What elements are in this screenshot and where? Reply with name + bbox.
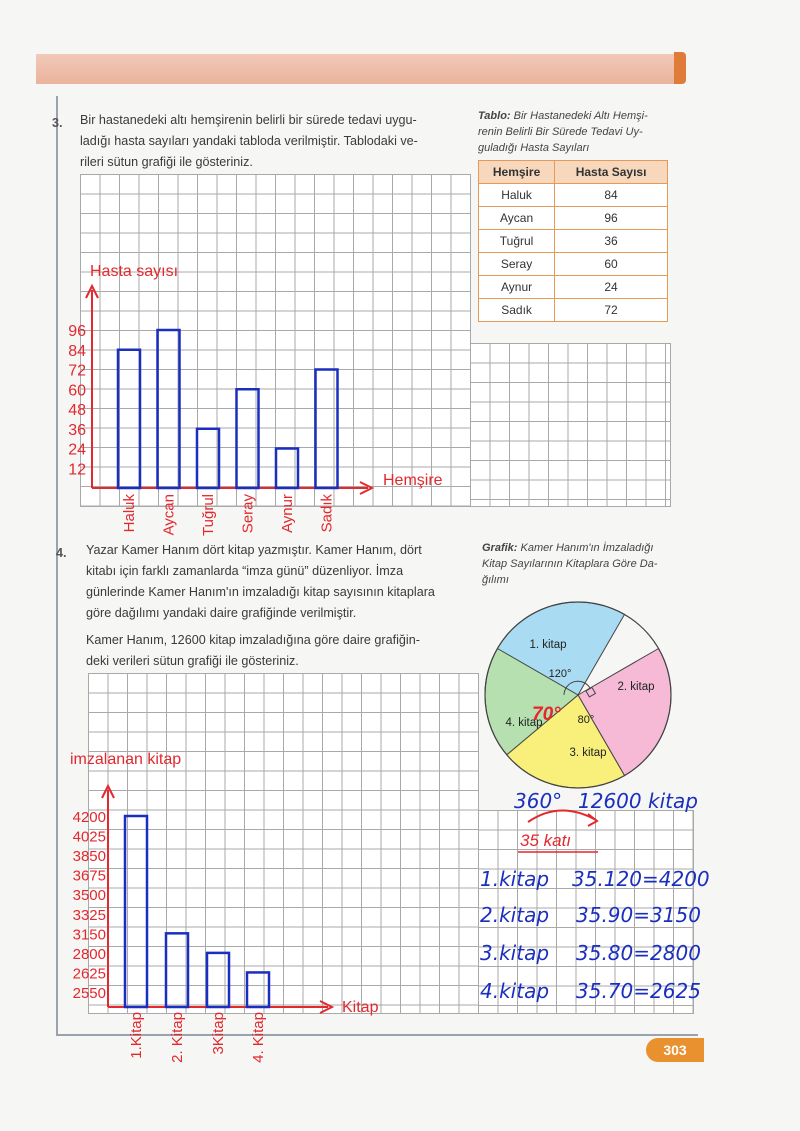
q3-line-2: ladığı hasta sayıları yandaki tabloda verilmiştir. Tablodaki ve- [80, 134, 418, 148]
q4-line-3: günlerinde Kamer Hanım'ın imzaladığı kitap sayısının kitaplara [86, 585, 435, 599]
work-line-3-label: 3.kitap [480, 941, 550, 965]
chart-2-category-label: 2. Kitap [169, 1012, 186, 1063]
pie-label: 3. kitap [569, 747, 607, 759]
work-degrees: 360° [514, 789, 563, 813]
chart-1-category-label: Haluk [121, 494, 138, 533]
pie-chart [485, 602, 671, 788]
table-cell: Tuğrul [479, 230, 555, 253]
chart-2-y-title: imzalanan kitap [70, 751, 182, 768]
chart-2-y-tick: 2550 [72, 985, 106, 1002]
chart-1-category-label: Seray [239, 494, 257, 534]
pie-label: 4. kitap [505, 717, 543, 729]
chart-2-category-label: 3Kitap [210, 1012, 227, 1055]
chart-1-bar [276, 449, 298, 489]
page-number: 303 [646, 1038, 704, 1062]
chart-1-bar [316, 370, 338, 489]
q3-line-3: rileri sütun grafiği ile gösteriniz. [80, 155, 253, 169]
chart-2-y-tick: 4200 [72, 809, 106, 826]
work-total: 12600 kitap [578, 789, 698, 813]
chart-1-y-tick: 72 [68, 362, 86, 380]
chart-2-bar [125, 816, 147, 1007]
chart-2-y-tick: 2800 [72, 945, 106, 963]
chart-2-y-tick: 4025 [72, 828, 106, 846]
chart-1-category-label: Sadık [318, 494, 336, 533]
chart-2-x-title: Kitap [342, 999, 379, 1016]
work-line-3-calc: 35.80=2800 [576, 941, 701, 965]
work-line-1-label: 1.kitap [480, 867, 550, 891]
chart-2-bar [207, 953, 229, 1007]
q4-number: 4. [56, 546, 67, 560]
q4-caption-line-3: ğılımı [482, 574, 509, 586]
work-line-2-label: 2.kitap [480, 903, 550, 927]
chart-1-y-tick: 84 [68, 342, 86, 360]
chart-1-category-label: Tuğrul [200, 494, 217, 536]
chart-1-x-title: Hemşire [383, 472, 443, 489]
chart-2-bar [247, 972, 269, 1007]
q4-line-6: deki verileri sütun grafiği ile gösteriniz. [86, 654, 299, 668]
q4-caption-line-2: Kitap Sayılarının Kitaplara Göre Da- [482, 558, 658, 570]
chart-2-category-label: 1.Kitap [128, 1012, 145, 1059]
table-cell: 24 [555, 276, 668, 299]
q4-line-4: göre dağılımı yandaki daire grafiğinde verilmiştir. [86, 606, 357, 620]
pie-angle-70-handwritten: 70° [532, 704, 561, 725]
chart-1-y-tick: 24 [68, 441, 86, 459]
chart-1-bar [197, 429, 219, 488]
table-cell: 96 [555, 207, 668, 230]
q3-caption-line-1: Bir Hastanedeki Altı Hemşi- [510, 110, 648, 122]
q4-caption-line-1: Kamer Hanım'ın İmzaladığı [517, 542, 654, 554]
pie-angle-120: 120° [548, 668, 572, 680]
work-ratio: 35 katı [520, 831, 572, 850]
chart-1-y-tick: 60 [68, 382, 86, 400]
table-cell: Aynur [479, 276, 555, 299]
table-header-nurse: Hemşire [479, 161, 555, 184]
work-line-4-calc: 35.70=2625 [576, 979, 701, 1003]
chart-2-y-tick: 3150 [72, 926, 106, 944]
chart-1-category-label: Aycan [160, 494, 178, 536]
table-cell: Sadık [479, 299, 555, 322]
chart-1-category-label: Aynur [279, 494, 296, 533]
table-cell: 72 [555, 299, 668, 322]
chart-1-y-tick: 12 [68, 461, 86, 479]
chart-1-bar [118, 350, 140, 488]
work-arc-arrow [588, 814, 597, 826]
chart-1-bar [158, 330, 180, 488]
table-cell: Haluk [479, 184, 555, 207]
table-cell: Seray [479, 253, 555, 276]
chart-2-y-tick: 3500 [72, 887, 106, 905]
q3-caption-line-2: renin Belirli Bir Sürede Tedavi Uy- [478, 126, 643, 138]
chart-2-bar [166, 933, 188, 1007]
work-line-2-calc: 35.90=3150 [576, 903, 701, 927]
work-line-1-calc: 35.120=4200 [572, 867, 710, 891]
pie-label: 2. kitap [617, 681, 655, 693]
chart-1-y-title: Hasta sayısı [90, 263, 179, 280]
table-cell: 84 [555, 184, 668, 207]
table-header-count: Hasta Sayısı [555, 161, 668, 184]
table-cell: 60 [555, 253, 668, 276]
table-cell: Aycan [479, 207, 555, 230]
chart-1-y-tick: 36 [68, 421, 86, 439]
q3-caption-label: Tablo: [478, 110, 511, 122]
q4-line-2: kitabı için farklı zamanlarda “imza günü” düzenliyor. İmza [86, 564, 404, 578]
pie-angle-80: 80° [577, 714, 595, 726]
chart-2-y-tick: 3675 [72, 867, 106, 885]
chart-1-bar [237, 389, 259, 488]
table-cell: 36 [555, 230, 668, 253]
work-line-4-label: 4.kitap [480, 979, 550, 1003]
chart-2-y-tick: 3325 [72, 906, 106, 924]
q4-caption-label: Grafik: [482, 542, 518, 554]
chart-2-y-tick: 2625 [72, 965, 106, 983]
chart-2-category-label: 4. Kitap [250, 1012, 267, 1063]
q3-caption-line-3: guladığı Hasta Sayıları [478, 142, 590, 154]
pie-label: 1. kitap [529, 639, 567, 651]
q3-line-1: Bir hastanedeki altı hemşirenin belirli bir sürede tedavi uygu- [80, 113, 417, 127]
chart-1 [68, 263, 442, 536]
chart-1-y-tick: 96 [68, 323, 86, 340]
q4-line-5: Kamer Hanım, 12600 kitap imzaladığına göre daire grafiğin- [86, 633, 420, 647]
handwritten-work [480, 789, 710, 1003]
chart-1-y-tick: 48 [68, 402, 86, 419]
chart-2-y-tick: 3850 [72, 848, 106, 866]
q4-line-1: Yazar Kamer Hanım dört kitap yazmıştır. Kamer Hanım, dört [86, 543, 422, 557]
q3-number: 3. [52, 116, 63, 130]
chart-2 [70, 751, 379, 1063]
